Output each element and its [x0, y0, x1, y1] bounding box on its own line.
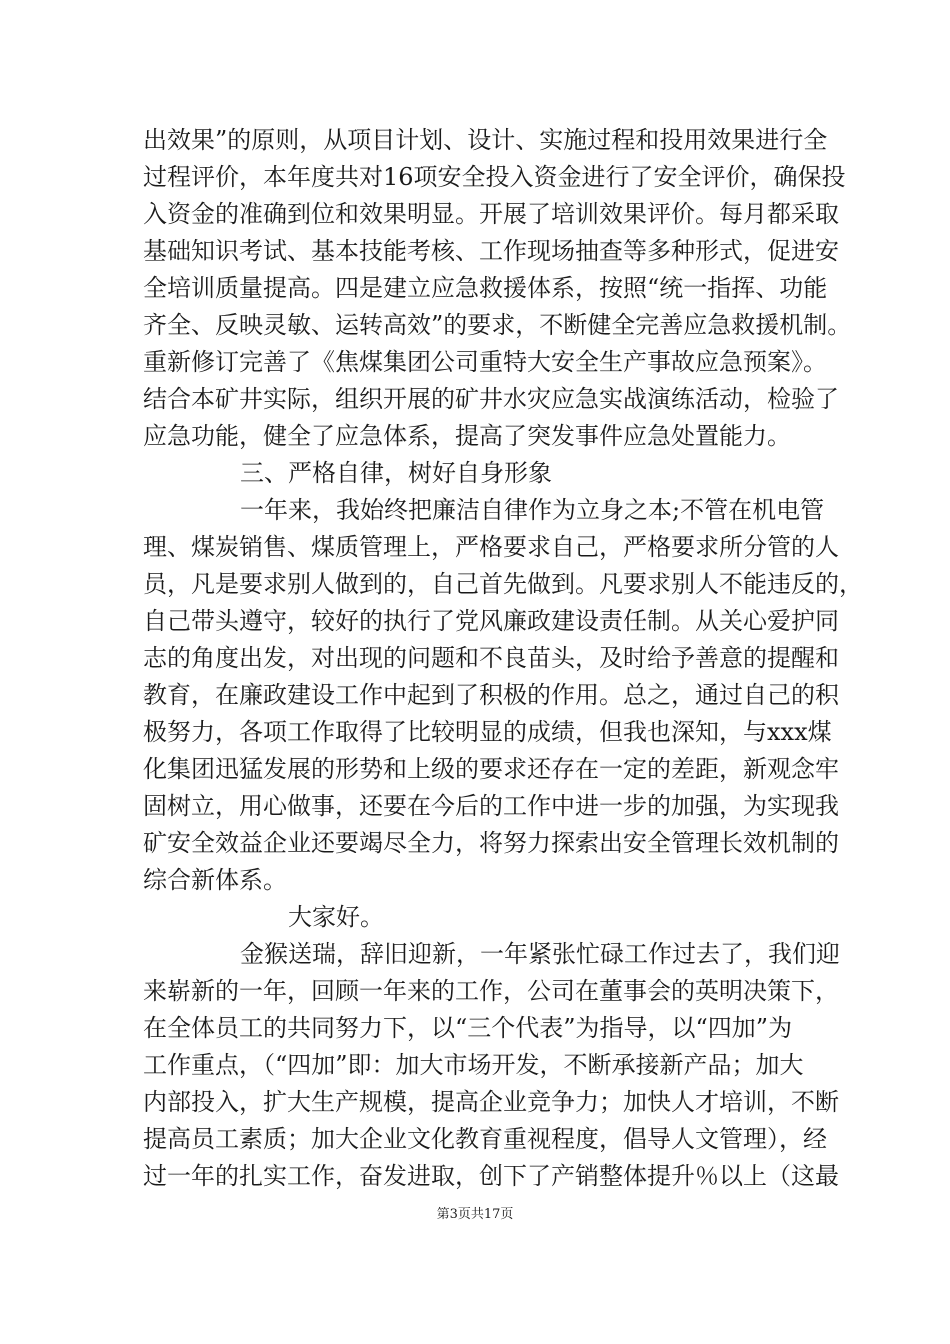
text-line: 过程评价，本年度共对16项安全投入资金进行了安全评价，确保投: [143, 163, 846, 191]
paragraph-start: 一年来，我始终把廉洁自律作为立身之本;不管在机电管: [240, 496, 825, 524]
page-number: 第3页共17页: [436, 1207, 514, 1222]
text-line: 出效果”的原则，从项目计划、设计、实施过程和投用效果进行全: [143, 126, 828, 154]
text-line: 提高员工素质；加大企业文化教育重视程度，倡导人文管理），经: [143, 1125, 827, 1153]
paragraph-start: 金猴送瑞，辞旧迎新，一年紧张忙碌工作过去了，我们迎: [240, 940, 840, 968]
text-line: 员，凡是要求别人做到的，自己首先做到。凡要求别人不能违反的，: [143, 570, 863, 598]
text-line: 矿安全效益企业还要竭尽全力，将努力探索出安全管理长效机制的: [143, 829, 839, 857]
text-line: 来崭新的一年，回顾一年来的工作，公司在董事会的英明决策下，: [143, 977, 839, 1005]
section-heading: 三、严格自律，树好自身形象: [240, 459, 552, 487]
text-line: 极努力，各项工作取得了比较明显的成绩，但我也深知，与xxx煤: [143, 718, 832, 746]
text-line: 综合新体系。: [143, 866, 287, 894]
text-line: 入资金的准确到位和效果明显。开展了培训效果评价。每月都采取: [143, 200, 839, 228]
text-line: 结合本矿井实际，组织开展的矿井水灾应急实战演练活动，检验了: [143, 385, 839, 413]
text-line: 内部投入，扩大生产规模，提高企业竞争力；加快人才培训，不断: [143, 1088, 839, 1116]
greeting: 大家好。: [288, 903, 384, 931]
text-line: 应急功能，健全了应急体系，提高了突发事件应急处置能力。: [143, 422, 791, 450]
text-line: 过一年的扎实工作，奋发进取，创下了产销整体提升％以上（这最: [143, 1162, 839, 1190]
text-line: 志的角度出发，对出现的问题和不良苗头，及时给予善意的提醒和: [143, 644, 839, 672]
text-line: 固树立，用心做事，还要在今后的工作中进一步的加强，为实现我: [143, 792, 839, 820]
text-line: 化集团迅猛发展的形势和上级的要求还存在一定的差距，新观念牢: [143, 755, 839, 783]
text-line: 齐全、反映灵敏、运转高效”的要求，不断健全完善应急救援机制。: [143, 311, 852, 339]
text-line: 基础知识考试、基本技能考核、工作现场抽查等多种形式，促进安: [143, 237, 839, 265]
text-line: 自己带头遵守，较好的执行了党风廉政建设责任制。从关心爱护同: [143, 607, 839, 635]
text-line: 理、煤炭销售、煤质管理上，严格要求自己，严格要求所分管的人: [143, 533, 839, 561]
text-line: 全培训质量提高。四是建立应急救援体系，按照“统一指挥、功能: [143, 274, 828, 302]
text-line: 在全体员工的共同努力下，以“三个代表”为指导，以“四加”为: [143, 1014, 793, 1042]
text-line: 重新修订完善了《焦煤集团公司重特大安全生产事故应急预案》。: [143, 348, 827, 376]
text-line: 教育，在廉政建设工作中起到了积极的作用。总之，通过自己的积: [143, 681, 839, 709]
text-line: 工作重点，（“四加”即：加大市场开发，不断承接新产品；加大: [143, 1051, 804, 1079]
